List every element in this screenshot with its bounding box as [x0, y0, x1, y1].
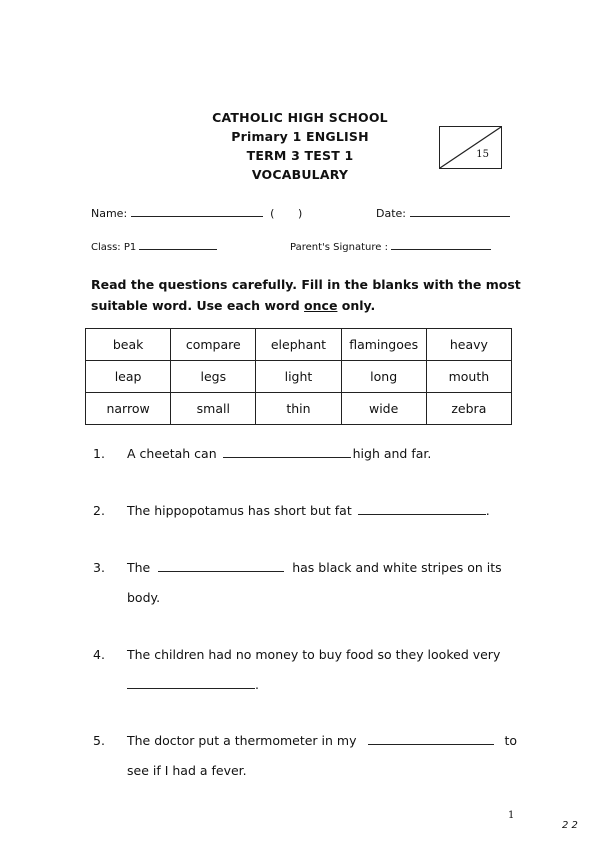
word-cell: wide	[341, 393, 426, 425]
instructions	[91, 274, 521, 316]
question-4	[93, 647, 523, 697]
question-text-before: The doctor put a thermometer in my	[127, 733, 357, 748]
instructions-text: Read the questions carefully. Fill in the blanks with the most suitable word. Use each word	[91, 277, 521, 313]
word-cell: long	[341, 361, 426, 393]
word-cell: mouth	[426, 361, 511, 393]
name-field	[91, 206, 302, 220]
word-bank-row	[86, 393, 512, 425]
question-2	[93, 503, 513, 523]
question-text	[127, 733, 517, 748]
instructions-end: only.	[337, 298, 376, 313]
answer-blank[interactable]	[223, 447, 351, 458]
question-number: 1.	[93, 446, 105, 461]
question-text-after: .	[485, 503, 490, 518]
index-open: (	[270, 207, 275, 220]
date-field	[376, 206, 510, 220]
name-blank[interactable]	[131, 206, 263, 217]
score-total: 15	[476, 149, 489, 160]
word-cell: light	[256, 361, 341, 393]
question-text-before: The	[127, 560, 151, 575]
question-text	[127, 446, 431, 461]
answer-blank[interactable]	[127, 678, 255, 689]
word-bank-row	[86, 361, 512, 393]
question-text-after: .	[255, 677, 259, 692]
score-diagonal	[440, 127, 501, 168]
word-cell: compare	[171, 329, 256, 361]
word-bank-table	[85, 328, 512, 425]
signature-label: Parent's Signature :	[290, 242, 388, 253]
question-text-after: high and far.	[352, 446, 432, 461]
question-text-line2: body.	[127, 590, 161, 605]
question-text	[127, 560, 502, 575]
instructions-emphasis: once	[304, 298, 338, 313]
signature-field	[290, 239, 491, 253]
question-1	[93, 446, 513, 466]
question-text-after: to	[504, 733, 518, 748]
class-blank[interactable]	[139, 239, 217, 250]
question-3	[93, 560, 523, 610]
class-label: Class: P1	[91, 242, 137, 253]
title-block	[0, 108, 600, 184]
score-box	[439, 126, 502, 169]
question-text-before: The hippopotamus has short but fat	[127, 503, 352, 518]
page-number: 1	[508, 810, 515, 821]
word-bank-row	[86, 329, 512, 361]
corner-mark: 2 2	[562, 820, 578, 831]
word-cell: beak	[86, 329, 171, 361]
question-number: 4.	[93, 647, 105, 662]
word-cell: zebra	[426, 393, 511, 425]
answer-blank[interactable]	[358, 504, 486, 515]
question-text: The children had no money to buy food so they looked very	[127, 647, 501, 662]
class-field	[91, 239, 217, 253]
name-label: Name:	[91, 207, 128, 220]
question-text-after: has black and white stripes on its	[292, 560, 502, 575]
question-number: 2.	[93, 503, 105, 518]
question-text-line2: see if I had a fever.	[127, 763, 247, 778]
word-cell: small	[171, 393, 256, 425]
test-name: TERM 3 TEST 1	[246, 148, 354, 163]
question-number: 3.	[93, 560, 105, 575]
word-cell: elephant	[256, 329, 341, 361]
signature-blank[interactable]	[391, 239, 491, 250]
question-text-before: A cheetah can	[127, 446, 217, 461]
date-label: Date:	[376, 207, 406, 220]
word-cell: thin	[256, 393, 341, 425]
word-cell: narrow	[86, 393, 171, 425]
school-name: CATHOLIC HIGH SCHOOL	[212, 110, 388, 125]
section-name: VOCABULARY	[251, 167, 349, 182]
date-blank[interactable]	[410, 206, 510, 217]
question-5	[93, 733, 533, 783]
answer-blank[interactable]	[368, 734, 494, 745]
question-text	[127, 503, 490, 518]
answer-blank[interactable]	[158, 561, 284, 572]
word-cell: heavy	[426, 329, 511, 361]
subject-level: Primary 1 ENGLISH	[231, 129, 369, 144]
word-cell: legs	[171, 361, 256, 393]
word-cell: flamingoes	[341, 329, 426, 361]
question-text-line2	[127, 677, 259, 692]
word-cell: leap	[86, 361, 171, 393]
question-number: 5.	[93, 733, 105, 748]
index-close: )	[297, 207, 303, 220]
